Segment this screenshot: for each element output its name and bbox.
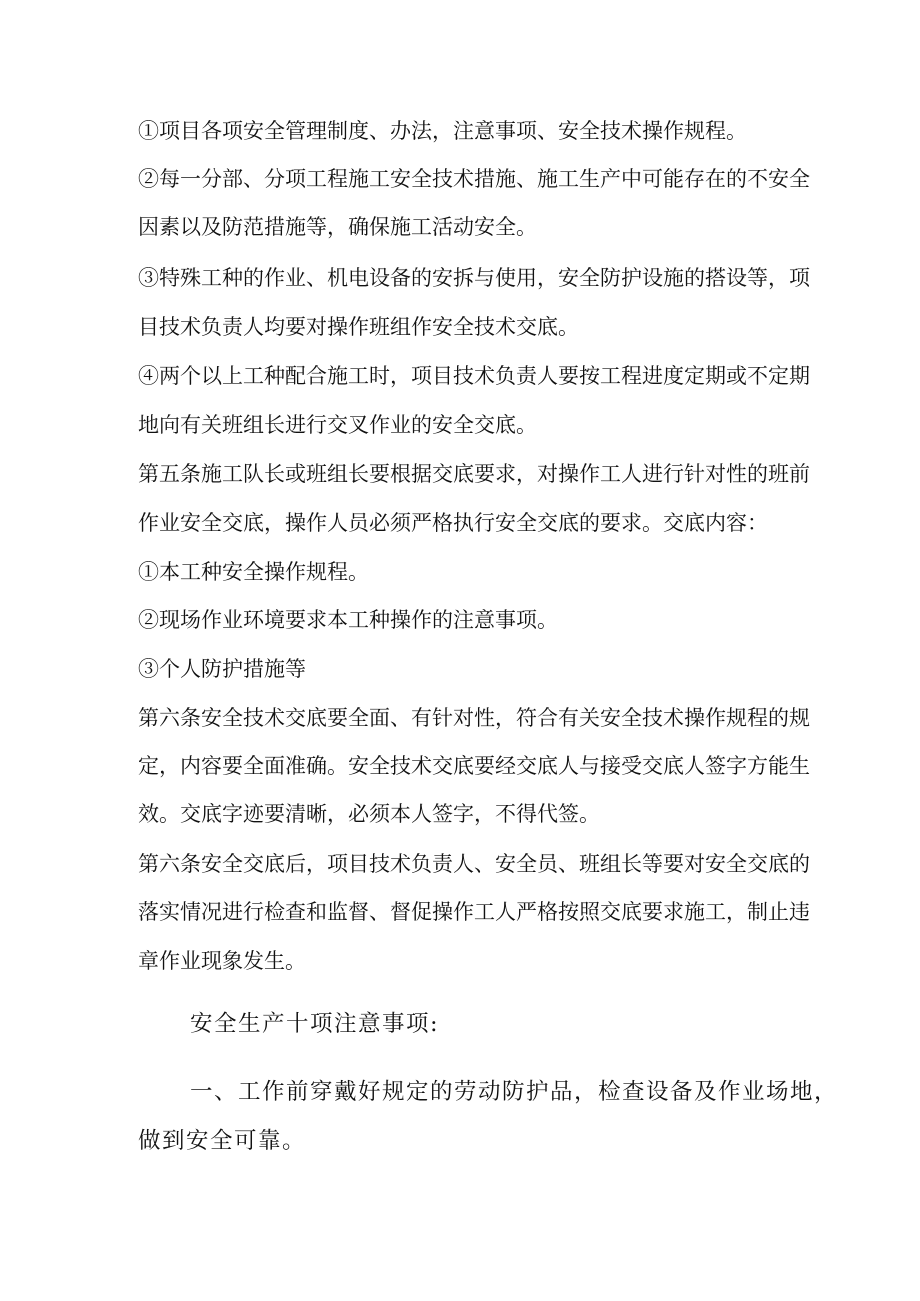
text-line: ②每一分部、分项工程施工安全技术措施、施工生产中可能存在的不安全 (138, 167, 810, 191)
text-line: ③特殊工种的作业、机电设备的安拆与使用，安全防护设施的搭设等，项 (138, 266, 810, 290)
text-line: 落实情况进行检查和监督、督促操作工人严格按照交底要求施工，制止违 (138, 900, 810, 924)
text-line: 目技术负责人均要对操作班组作安全技术交底。 (138, 315, 579, 339)
text-line: 第六条安全技术交底要全面、有针对性，符合有关安全技术操作规程的规 (138, 706, 810, 730)
section-heading: 安全生产十项注意事项: (190, 1011, 440, 1037)
text-line: 第六条安全交底后，项目技术负责人、安全员、班组长等要对安全交底的 (138, 852, 810, 876)
text-line: 章作业现象发生。 (138, 949, 306, 973)
text-line: 第五条施工队长或班组长要根据交底要求，对操作工人进行针对性的班前 (138, 462, 810, 486)
text-line: ①项目各项安全管理制度、办法，注意事项、安全技术操作规程。 (138, 119, 747, 143)
text-line: ④两个以上工种配合施工时，项目技术负责人要按工程进度定期或不定期 (138, 364, 810, 388)
text-line: 作业安全交底，操作人员必须严格执行安全交底的要求。交底内容： (138, 511, 768, 535)
text-line: 一、工作前穿戴好规定的劳动防护品，检查设备及作业场地， (190, 1079, 839, 1105)
text-line: 做到安全可靠。 (138, 1128, 307, 1154)
text-line: 因素以及防范措施等，确保施工活动安全。 (138, 215, 537, 239)
text-line: ②现场作业环境要求本工种操作的注意事项。 (138, 608, 558, 632)
text-line: ①本工种安全操作规程。 (138, 560, 369, 584)
text-line: ③个人防护措施等 (138, 657, 306, 681)
text-line: 定，内容要全面准确。安全技术交底要经交底人与接受交底人签字方能生 (138, 754, 810, 778)
text-line: 效。交底字迹要清晰，必须本人签字，不得代签。 (138, 802, 600, 826)
text-line: 地向有关班组长进行交叉作业的安全交底。 (138, 413, 537, 437)
